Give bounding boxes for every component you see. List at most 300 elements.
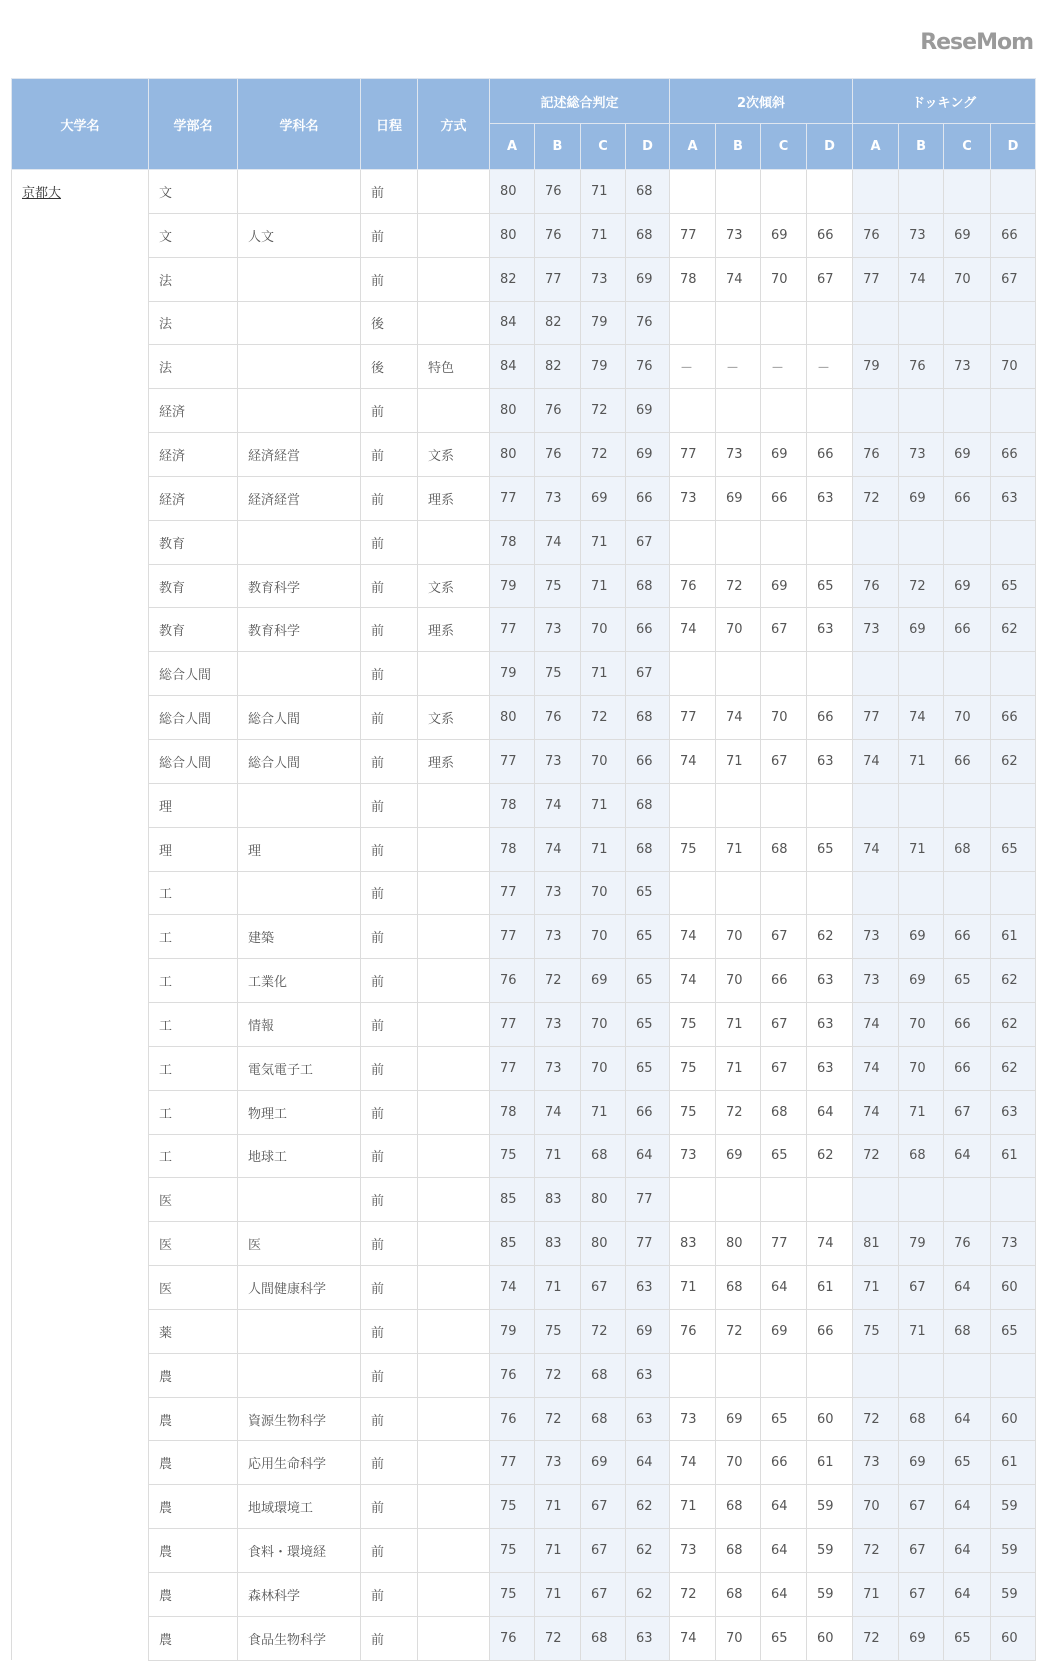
secondary-score-cell: 74 — [670, 915, 716, 959]
department-cell — [238, 871, 361, 915]
docking-score-cell: 74 — [853, 1003, 899, 1047]
secondary-score-cell — [761, 301, 807, 345]
written-score-cell: 75 — [490, 1485, 535, 1529]
docking-score-cell — [899, 301, 944, 345]
written-score-cell: 71 — [581, 520, 626, 564]
schedule-cell: 前 — [361, 915, 418, 959]
department-cell: 地域環境工 — [238, 1485, 361, 1529]
table-row — [12, 827, 1036, 871]
schedule-cell: 前 — [361, 1178, 418, 1222]
docking-score-cell: 76 — [944, 1222, 991, 1266]
method-cell — [418, 1222, 490, 1266]
method-cell — [418, 1178, 490, 1222]
table-row — [12, 1266, 1036, 1310]
docking-score-cell — [991, 301, 1036, 345]
secondary-score-cell: 64 — [807, 1090, 853, 1134]
secondary-score-cell: 65 — [807, 564, 853, 608]
secondary-score-cell: 68 — [716, 1485, 761, 1529]
docking-score-cell — [853, 783, 899, 827]
faculty-cell: 工 — [149, 1134, 238, 1178]
written-score-cell: 76 — [626, 345, 670, 389]
docking-score-cell: 81 — [853, 1222, 899, 1266]
docking-score-cell — [991, 520, 1036, 564]
header-faculty: 学部名 — [149, 79, 238, 170]
secondary-score-cell: 77 — [670, 213, 716, 257]
docking-score-cell: 66 — [944, 608, 991, 652]
secondary-score-cell — [716, 783, 761, 827]
written-score-cell: 70 — [581, 915, 626, 959]
department-cell: 食料・環境経 — [238, 1529, 361, 1573]
faculty-cell: 工 — [149, 1003, 238, 1047]
docking-score-cell: 73 — [853, 1441, 899, 1485]
secondary-score-cell — [761, 783, 807, 827]
written-score-cell: 83 — [535, 1178, 581, 1222]
written-score-cell: 68 — [626, 696, 670, 740]
written-score-cell: 77 — [490, 871, 535, 915]
docking-score-cell: 69 — [899, 915, 944, 959]
secondary-score-cell: 74 — [807, 1222, 853, 1266]
schedule-cell: 前 — [361, 1529, 418, 1573]
secondary-score-cell: 69 — [761, 1309, 807, 1353]
secondary-score-cell — [670, 389, 716, 433]
method-cell — [418, 389, 490, 433]
written-score-cell: 70 — [581, 739, 626, 783]
written-score-cell: 74 — [535, 783, 581, 827]
written-score-cell: 73 — [535, 871, 581, 915]
header-grade: A — [670, 124, 716, 170]
secondary-score-cell — [716, 652, 761, 696]
table-row — [12, 1178, 1036, 1222]
department-cell — [238, 1353, 361, 1397]
department-cell: 総合人間 — [238, 739, 361, 783]
written-score-cell: 73 — [535, 476, 581, 520]
table-row — [12, 871, 1036, 915]
table-row — [12, 1222, 1036, 1266]
secondary-score-cell: 74 — [716, 696, 761, 740]
score-table — [11, 78, 1036, 1661]
schedule-cell: 前 — [361, 1353, 418, 1397]
faculty-cell: 工 — [149, 1046, 238, 1090]
docking-score-cell: 59 — [991, 1485, 1036, 1529]
method-cell — [418, 1529, 490, 1573]
written-score-cell: 77 — [535, 257, 581, 301]
secondary-score-cell — [670, 871, 716, 915]
schedule-cell: 前 — [361, 257, 418, 301]
faculty-cell: 経済 — [149, 389, 238, 433]
secondary-score-cell: 75 — [670, 827, 716, 871]
docking-score-cell: 73 — [899, 433, 944, 477]
header-grade: D — [626, 124, 670, 170]
method-cell: 文系 — [418, 696, 490, 740]
written-score-cell: 72 — [581, 1309, 626, 1353]
written-score-cell: 67 — [581, 1485, 626, 1529]
schedule-cell: 前 — [361, 1090, 418, 1134]
written-score-cell: 71 — [581, 783, 626, 827]
department-cell: 医 — [238, 1222, 361, 1266]
written-score-cell: 78 — [490, 1090, 535, 1134]
department-cell — [238, 389, 361, 433]
secondary-score-cell: 83 — [670, 1222, 716, 1266]
secondary-score-cell: 66 — [807, 213, 853, 257]
resemom-watermark-logo: ReseMom — [920, 30, 1033, 55]
written-score-cell: 66 — [626, 739, 670, 783]
written-score-cell: 71 — [535, 1134, 581, 1178]
docking-score-cell: 66 — [944, 1003, 991, 1047]
written-score-cell: 70 — [581, 1003, 626, 1047]
written-score-cell: 71 — [581, 170, 626, 214]
schedule-cell: 前 — [361, 1309, 418, 1353]
secondary-score-cell: 62 — [807, 915, 853, 959]
secondary-score-cell: 61 — [807, 1441, 853, 1485]
secondary-score-cell: 70 — [716, 959, 761, 1003]
schedule-cell: 前 — [361, 739, 418, 783]
written-score-cell: 80 — [490, 389, 535, 433]
table-row — [12, 1441, 1036, 1485]
secondary-score-cell — [761, 389, 807, 433]
written-score-cell: 80 — [490, 696, 535, 740]
department-cell — [238, 301, 361, 345]
secondary-score-cell: 70 — [716, 1616, 761, 1660]
table-row — [12, 1134, 1036, 1178]
docking-score-cell: 72 — [853, 1134, 899, 1178]
docking-score-cell: 73 — [899, 213, 944, 257]
method-cell — [418, 257, 490, 301]
secondary-score-cell: 63 — [807, 1046, 853, 1090]
written-score-cell: 65 — [626, 959, 670, 1003]
written-score-cell: 69 — [626, 433, 670, 477]
written-score-cell: 72 — [535, 1353, 581, 1397]
written-score-cell: 74 — [535, 1090, 581, 1134]
table-row — [12, 170, 1036, 214]
written-score-cell: 77 — [490, 1046, 535, 1090]
method-cell: 理系 — [418, 476, 490, 520]
faculty-cell: 総合人間 — [149, 739, 238, 783]
written-score-cell: 85 — [490, 1222, 535, 1266]
schedule-cell: 前 — [361, 1573, 418, 1617]
schedule-cell: 前 — [361, 1003, 418, 1047]
docking-score-cell: 72 — [899, 564, 944, 608]
secondary-score-cell — [716, 871, 761, 915]
written-score-cell: 71 — [535, 1573, 581, 1617]
docking-score-cell: 73 — [944, 345, 991, 389]
docking-score-cell: 71 — [899, 739, 944, 783]
written-score-cell: 82 — [490, 257, 535, 301]
written-score-cell: 77 — [490, 608, 535, 652]
faculty-cell: 総合人間 — [149, 652, 238, 696]
secondary-score-cell: 63 — [807, 476, 853, 520]
docking-score-cell — [899, 652, 944, 696]
written-score-cell: 69 — [626, 389, 670, 433]
secondary-score-cell: 64 — [761, 1529, 807, 1573]
written-score-cell: 72 — [535, 1397, 581, 1441]
docking-score-cell: 65 — [944, 1441, 991, 1485]
university-cell — [12, 170, 149, 1661]
docking-score-cell: 74 — [853, 1090, 899, 1134]
docking-score-cell: 71 — [899, 827, 944, 871]
secondary-score-cell: 76 — [670, 564, 716, 608]
docking-score-cell: 63 — [991, 476, 1036, 520]
docking-score-cell — [853, 1353, 899, 1397]
secondary-score-cell: 77 — [761, 1222, 807, 1266]
secondary-score-cell: 77 — [670, 696, 716, 740]
faculty-cell: 教育 — [149, 520, 238, 564]
table-row — [12, 1573, 1036, 1617]
written-score-cell: 71 — [535, 1266, 581, 1310]
written-score-cell: 65 — [626, 915, 670, 959]
docking-score-cell — [991, 871, 1036, 915]
header-grade: D — [991, 124, 1036, 170]
method-cell — [418, 1046, 490, 1090]
schedule-cell: 前 — [361, 1485, 418, 1529]
faculty-cell: 工 — [149, 959, 238, 1003]
secondary-score-cell: 74 — [670, 959, 716, 1003]
docking-score-cell: 62 — [991, 1003, 1036, 1047]
secondary-score-cell: － — [670, 345, 716, 389]
header-university: 大学名 — [12, 79, 149, 170]
secondary-score-cell: 67 — [807, 257, 853, 301]
secondary-score-cell: 67 — [761, 1003, 807, 1047]
method-cell — [418, 783, 490, 827]
secondary-score-cell: 74 — [670, 1616, 716, 1660]
secondary-score-cell: 67 — [761, 608, 807, 652]
secondary-score-cell — [716, 389, 761, 433]
docking-score-cell: 67 — [991, 257, 1036, 301]
docking-score-cell: 66 — [991, 696, 1036, 740]
written-score-cell: 62 — [626, 1573, 670, 1617]
secondary-score-cell: 67 — [761, 915, 807, 959]
method-cell — [418, 1309, 490, 1353]
department-cell: 地球工 — [238, 1134, 361, 1178]
department-cell: 資源生物科学 — [238, 1397, 361, 1441]
schedule-cell: 前 — [361, 476, 418, 520]
secondary-score-cell: 72 — [716, 1090, 761, 1134]
docking-score-cell: 73 — [853, 959, 899, 1003]
written-score-cell: 64 — [626, 1134, 670, 1178]
schedule-cell: 前 — [361, 696, 418, 740]
department-cell — [238, 783, 361, 827]
docking-score-cell: 70 — [899, 1003, 944, 1047]
faculty-cell: 農 — [149, 1616, 238, 1660]
secondary-score-cell: 69 — [716, 1134, 761, 1178]
docking-score-cell: 74 — [899, 696, 944, 740]
written-score-cell: 70 — [581, 871, 626, 915]
docking-score-cell: 68 — [899, 1134, 944, 1178]
faculty-cell: 総合人間 — [149, 696, 238, 740]
secondary-score-cell: 74 — [716, 257, 761, 301]
written-score-cell: 66 — [626, 476, 670, 520]
docking-score-cell: 72 — [853, 1616, 899, 1660]
written-score-cell: 63 — [626, 1397, 670, 1441]
department-cell: 教育科学 — [238, 608, 361, 652]
secondary-score-cell: 66 — [807, 433, 853, 477]
written-score-cell: 75 — [490, 1573, 535, 1617]
written-score-cell: 70 — [581, 1046, 626, 1090]
written-score-cell: 69 — [581, 1441, 626, 1485]
table-row — [12, 652, 1036, 696]
table-row — [12, 1309, 1036, 1353]
docking-score-cell: 60 — [991, 1397, 1036, 1441]
method-cell — [418, 871, 490, 915]
written-score-cell: 68 — [626, 564, 670, 608]
faculty-cell: 理 — [149, 827, 238, 871]
docking-score-cell: 76 — [899, 345, 944, 389]
secondary-score-cell: 65 — [761, 1134, 807, 1178]
written-score-cell: 75 — [490, 1529, 535, 1573]
secondary-score-cell — [670, 520, 716, 564]
written-score-cell: 70 — [581, 608, 626, 652]
written-score-cell: 79 — [581, 301, 626, 345]
written-score-cell: 80 — [490, 433, 535, 477]
secondary-score-cell: 68 — [761, 1090, 807, 1134]
docking-score-cell: 73 — [853, 608, 899, 652]
secondary-score-cell — [761, 520, 807, 564]
schedule-cell: 前 — [361, 1441, 418, 1485]
secondary-score-cell: 61 — [807, 1266, 853, 1310]
secondary-score-cell: 73 — [670, 1529, 716, 1573]
written-score-cell: 72 — [535, 1616, 581, 1660]
table-row — [12, 520, 1036, 564]
table-row — [12, 783, 1036, 827]
secondary-score-cell: 73 — [670, 1397, 716, 1441]
method-cell — [418, 827, 490, 871]
table-row — [12, 1397, 1036, 1441]
docking-score-cell: 69 — [944, 213, 991, 257]
docking-score-cell: 76 — [853, 433, 899, 477]
secondary-score-cell — [807, 301, 853, 345]
faculty-cell: 経済 — [149, 476, 238, 520]
written-score-cell: 73 — [535, 1046, 581, 1090]
written-score-cell: 76 — [535, 389, 581, 433]
written-score-cell: 77 — [490, 915, 535, 959]
secondary-score-cell — [716, 520, 761, 564]
docking-score-cell: 66 — [991, 213, 1036, 257]
docking-score-cell — [853, 170, 899, 214]
secondary-score-cell: 69 — [761, 564, 807, 608]
docking-score-cell — [899, 1353, 944, 1397]
faculty-cell: 教育 — [149, 564, 238, 608]
docking-score-cell: 67 — [899, 1485, 944, 1529]
written-score-cell: 71 — [581, 652, 626, 696]
method-cell — [418, 213, 490, 257]
secondary-score-cell: 68 — [761, 827, 807, 871]
method-cell: 理系 — [418, 739, 490, 783]
table-row — [12, 1090, 1036, 1134]
docking-score-cell: 69 — [899, 608, 944, 652]
secondary-score-cell: 65 — [761, 1397, 807, 1441]
written-score-cell: 72 — [535, 959, 581, 1003]
department-cell — [238, 1178, 361, 1222]
department-cell — [238, 257, 361, 301]
written-score-cell: 76 — [490, 959, 535, 1003]
written-score-cell: 84 — [490, 301, 535, 345]
header-grade: D — [807, 124, 853, 170]
faculty-cell: 経済 — [149, 433, 238, 477]
written-score-cell: 76 — [535, 213, 581, 257]
faculty-cell: 文 — [149, 170, 238, 214]
schedule-cell: 前 — [361, 1616, 418, 1660]
secondary-score-cell — [807, 1353, 853, 1397]
secondary-score-cell: 73 — [670, 476, 716, 520]
schedule-cell: 前 — [361, 1134, 418, 1178]
docking-score-cell — [853, 871, 899, 915]
secondary-score-cell: 69 — [761, 213, 807, 257]
secondary-score-cell — [807, 871, 853, 915]
secondary-score-cell: 63 — [807, 739, 853, 783]
written-score-cell: 79 — [581, 345, 626, 389]
written-score-cell: 65 — [626, 871, 670, 915]
written-score-cell: 80 — [581, 1222, 626, 1266]
written-score-cell: 79 — [490, 652, 535, 696]
docking-score-cell: 71 — [853, 1573, 899, 1617]
secondary-score-cell: 74 — [670, 608, 716, 652]
written-score-cell: 76 — [490, 1616, 535, 1660]
secondary-score-cell: 66 — [761, 959, 807, 1003]
method-cell — [418, 1397, 490, 1441]
faculty-cell: 法 — [149, 301, 238, 345]
university-link[interactable]: 京都大 — [22, 186, 62, 201]
docking-score-cell — [944, 170, 991, 214]
docking-score-cell: 61 — [991, 1441, 1036, 1485]
department-cell — [238, 652, 361, 696]
docking-score-cell: 66 — [944, 1046, 991, 1090]
secondary-score-cell: 74 — [670, 1441, 716, 1485]
secondary-score-cell: 70 — [716, 915, 761, 959]
secondary-score-cell: 59 — [807, 1573, 853, 1617]
header-group-docking: ドッキング — [853, 79, 1036, 124]
secondary-score-cell: 64 — [761, 1485, 807, 1529]
secondary-score-cell: 63 — [807, 959, 853, 1003]
table-row — [12, 1485, 1036, 1529]
schedule-cell: 後 — [361, 345, 418, 389]
secondary-score-cell — [761, 1353, 807, 1397]
method-cell — [418, 915, 490, 959]
secondary-score-cell: 68 — [716, 1266, 761, 1310]
written-score-cell: 73 — [535, 1441, 581, 1485]
table-row — [12, 608, 1036, 652]
written-score-cell: 75 — [490, 1134, 535, 1178]
docking-score-cell: 65 — [991, 564, 1036, 608]
docking-score-cell: 79 — [899, 1222, 944, 1266]
written-score-cell: 73 — [535, 915, 581, 959]
header-group-secondary: 2次傾斜 — [670, 79, 853, 124]
written-score-cell: 62 — [626, 1485, 670, 1529]
header-grade: C — [761, 124, 807, 170]
secondary-score-cell: 67 — [761, 739, 807, 783]
secondary-score-cell: 74 — [670, 739, 716, 783]
docking-score-cell: 70 — [853, 1485, 899, 1529]
docking-score-cell — [853, 301, 899, 345]
secondary-score-cell: 70 — [716, 608, 761, 652]
secondary-score-cell — [670, 170, 716, 214]
docking-score-cell: 67 — [899, 1266, 944, 1310]
secondary-score-cell: 66 — [807, 1309, 853, 1353]
schedule-cell: 前 — [361, 170, 418, 214]
docking-score-cell: 60 — [991, 1266, 1036, 1310]
docking-score-cell: 77 — [853, 696, 899, 740]
secondary-score-cell — [761, 652, 807, 696]
docking-score-cell: 73 — [853, 915, 899, 959]
secondary-score-cell: 66 — [761, 476, 807, 520]
secondary-score-cell — [761, 170, 807, 214]
written-score-cell: 74 — [535, 520, 581, 564]
schedule-cell: 前 — [361, 564, 418, 608]
docking-score-cell — [991, 1353, 1036, 1397]
secondary-score-cell: 75 — [670, 1003, 716, 1047]
secondary-score-cell — [670, 301, 716, 345]
table-row — [12, 915, 1036, 959]
written-score-cell: 68 — [626, 213, 670, 257]
written-score-cell: 68 — [581, 1134, 626, 1178]
